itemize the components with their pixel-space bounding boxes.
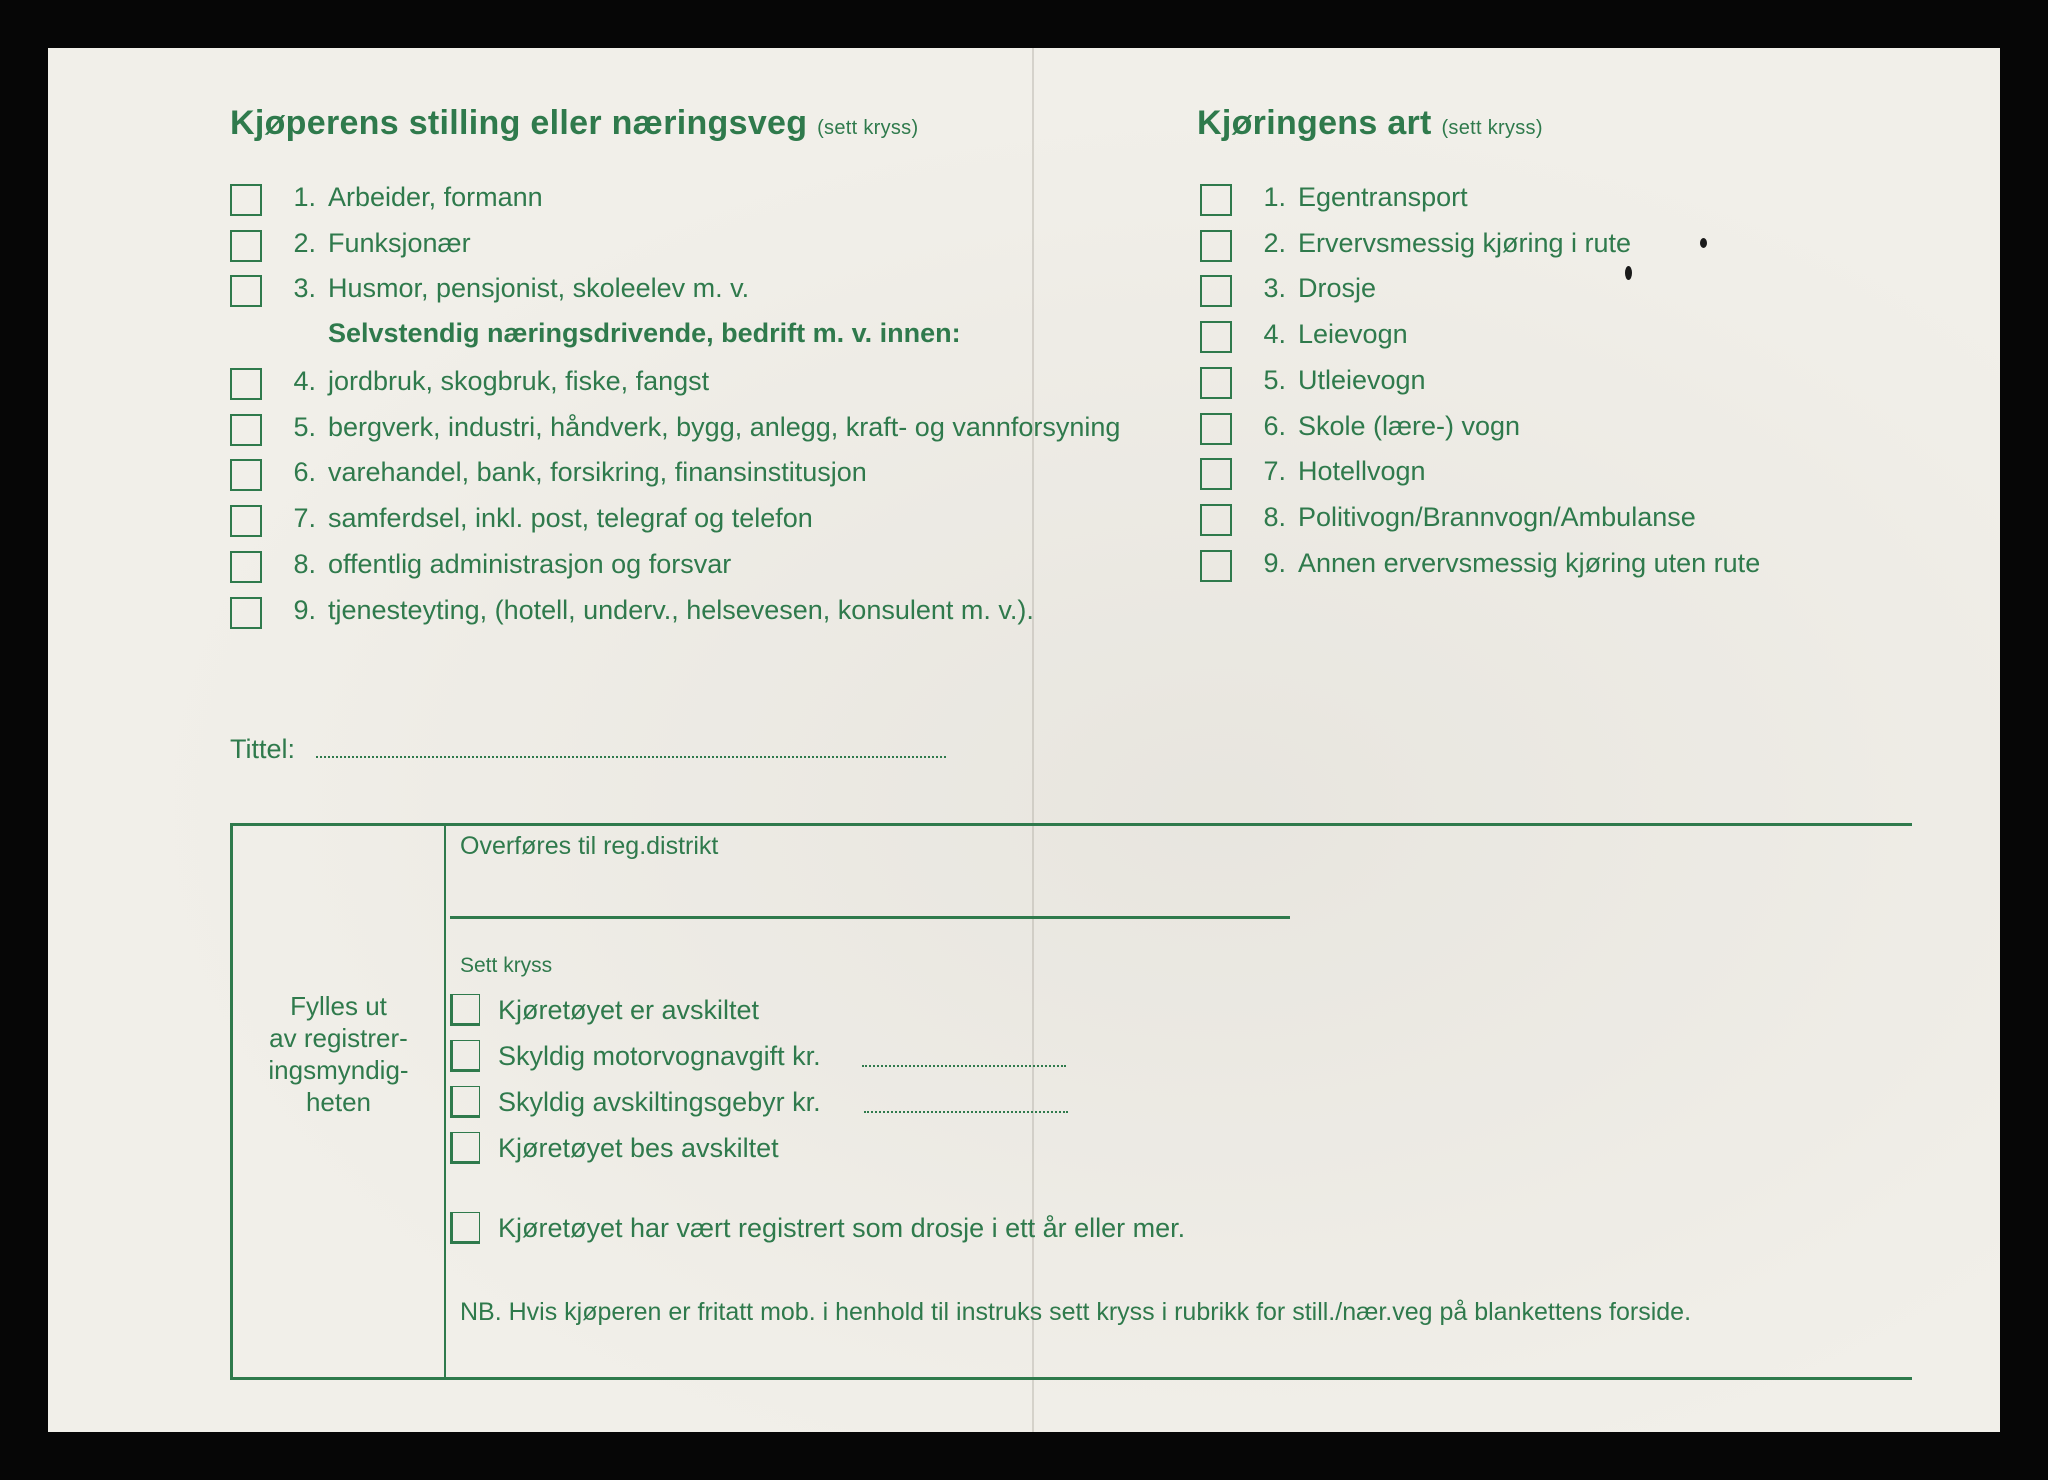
item-label: Hotellvogn <box>1298 456 1426 487</box>
driving-type-checkbox[interactable] <box>1200 275 1232 307</box>
box-top-rule <box>230 823 1912 826</box>
buyer-occupation-note: (sett kryss) <box>817 117 919 139</box>
item-number: 4. <box>293 366 316 396</box>
item-label: Funksjonær <box>328 227 471 258</box>
driving-type-item <box>1250 319 1408 350</box>
occupation-checkbox[interactable] <box>230 184 262 216</box>
driving-type-checkbox[interactable] <box>1200 413 1232 445</box>
title-input-line[interactable] <box>316 756 946 758</box>
plate-fee-amount-line[interactable] <box>864 1111 1068 1113</box>
side-label-line: heten <box>305 1087 372 1117</box>
item-number: 5. <box>1263 364 1286 395</box>
occupation-item <box>280 503 813 534</box>
occupation-checkbox[interactable] <box>230 551 262 583</box>
registry-side-label <box>233 990 444 1118</box>
item-number: 5. <box>293 411 316 442</box>
transfer-district-label: Overføres til reg.distrikt <box>460 832 719 860</box>
item-number: 1. <box>1263 182 1286 212</box>
item-label: varehandel, bank, forsikring, finansinstitusjon <box>328 457 867 488</box>
item-number: 6. <box>293 457 316 488</box>
checkbox-vehicle-tax[interactable] <box>450 1040 480 1072</box>
item-label: Skole (lære-) vogn <box>1298 410 1521 441</box>
item-label: bergverk, industri, håndverk, bygg, anlegg, kraft- og vannforsyning <box>328 411 1121 442</box>
item-number: 8. <box>293 548 316 579</box>
check-label: Kjøretøyet er avskiltet <box>498 995 760 1025</box>
item-label: Leievogn <box>1298 319 1408 350</box>
driving-type-checkbox[interactable] <box>1200 550 1232 582</box>
occupation-checkbox[interactable] <box>230 368 262 400</box>
driving-type-checkbox[interactable] <box>1200 504 1232 536</box>
driving-type-checkbox[interactable] <box>1200 367 1232 399</box>
occupation-checkbox[interactable] <box>230 275 262 307</box>
driving-type-item <box>1250 365 1426 396</box>
item-number: 6. <box>1263 410 1286 441</box>
item-number: 2. <box>1263 227 1286 258</box>
occupation-item <box>280 228 471 259</box>
driving-type-checkbox[interactable] <box>1200 230 1232 262</box>
item-number: 4. <box>1263 319 1286 350</box>
item-label: Egentransport <box>1298 182 1468 212</box>
item-label: offentlig administrasjon og forsvar <box>328 548 732 579</box>
transfer-district-line[interactable] <box>450 916 1290 919</box>
occupation-item <box>280 182 543 213</box>
item-number: 1. <box>293 182 316 212</box>
item-label: Drosje <box>1298 273 1377 304</box>
driving-type-item <box>1250 502 1696 533</box>
occupation-item <box>280 273 749 304</box>
checkbox-deregistered[interactable] <box>450 994 480 1026</box>
check-label: Kjøretøyet bes avskiltet <box>498 1133 779 1163</box>
item-label: Husmor, pensjonist, skoleelev m. v. <box>328 273 750 304</box>
occupation-checkbox[interactable] <box>230 414 262 446</box>
occupation-item <box>280 595 1034 626</box>
driving-type-item <box>1250 456 1426 487</box>
checkbox-request-deregister[interactable] <box>450 1132 480 1164</box>
item-label: Arbeider, formann <box>328 182 543 212</box>
item-label: samferdsel, inkl. post, telegraf og telefon <box>328 503 813 534</box>
self-employed-subheading: Selvstendig næringsdrivende, bedrift m. v. innen: <box>328 318 961 348</box>
item-label: jordbruk, skogbruk, fiske, fangst <box>328 366 710 396</box>
driving-type-heading <box>1197 104 1543 143</box>
driving-type-item <box>1250 548 1760 579</box>
item-number: 9. <box>293 594 316 625</box>
box-bottom-rule <box>230 1377 1912 1380</box>
exemption-note: NB. Hvis kjøperen er fritatt mob. i henhold til instruks sett kryss i rubrikk for still./nær.veg på blankettens forside. <box>460 1298 1692 1326</box>
check-label: Skyldig avskiltingsgebyr kr. <box>498 1087 821 1117</box>
item-number: 9. <box>1263 547 1286 578</box>
item-number: 2. <box>293 227 316 258</box>
occupation-checkbox[interactable] <box>230 459 262 491</box>
occupation-item <box>280 457 867 488</box>
driving-type-item <box>1250 273 1376 304</box>
item-label: Politivogn/Brannvogn/Ambulanse <box>1298 501 1696 532</box>
occupation-item <box>280 412 1120 443</box>
item-label: tjenesteyting, (hotell, underv., helsevesen, konsulent m. v.). <box>328 594 1034 625</box>
driving-type-item <box>1250 228 1631 259</box>
occupation-item <box>280 549 731 580</box>
buyer-occupation-heading <box>230 104 918 143</box>
item-label: Ervervsmessig kjøring i rute <box>1298 227 1632 258</box>
check-label: Skyldig motorvognavgift kr. <box>498 1041 821 1071</box>
side-label-line: av registrer- <box>269 1023 408 1053</box>
checkbox-plate-fee[interactable] <box>450 1086 480 1118</box>
occupation-checkbox[interactable] <box>230 505 262 537</box>
driving-type-checkbox[interactable] <box>1200 184 1232 216</box>
occupation-checkbox[interactable] <box>230 230 262 262</box>
driving-type-item <box>1250 411 1520 442</box>
item-number: 3. <box>293 273 316 304</box>
ink-mark <box>1625 266 1632 280</box>
title-field <box>230 734 295 765</box>
mark-label: Sett kryss <box>460 954 553 977</box>
side-label-line: ingsmyndig- <box>268 1055 409 1085</box>
checkbox-drosje-year[interactable] <box>450 1212 480 1244</box>
item-number: 3. <box>1263 273 1286 304</box>
item-number: 8. <box>1263 501 1286 532</box>
item-number: 7. <box>1263 456 1286 487</box>
buyer-occupation-title: Kjøperens stilling eller næringsveg <box>230 104 808 142</box>
side-label-line: Fylles ut <box>290 991 387 1021</box>
item-label: Annen ervervsmessig kjøring uten rute <box>1298 547 1761 578</box>
driving-type-checkbox[interactable] <box>1200 458 1232 490</box>
driving-type-note: (sett kryss) <box>1441 117 1543 139</box>
item-number: 7. <box>293 503 316 534</box>
driving-type-title: Kjøringens art <box>1197 104 1432 142</box>
driving-type-item <box>1250 182 1468 213</box>
drosje-check-label: Kjøretøyet har vært registrert som drosje i ett år eller mer. <box>498 1213 1186 1243</box>
ink-mark <box>1700 238 1707 248</box>
item-label: Utleievogn <box>1298 364 1426 395</box>
occupation-item <box>280 366 709 397</box>
title-label: Tittel: <box>230 734 296 764</box>
box-divider <box>444 823 446 1380</box>
driving-type-checkbox[interactable] <box>1200 321 1232 353</box>
occupation-checkbox[interactable] <box>230 597 262 629</box>
vehicle-tax-amount-line[interactable] <box>862 1065 1066 1067</box>
